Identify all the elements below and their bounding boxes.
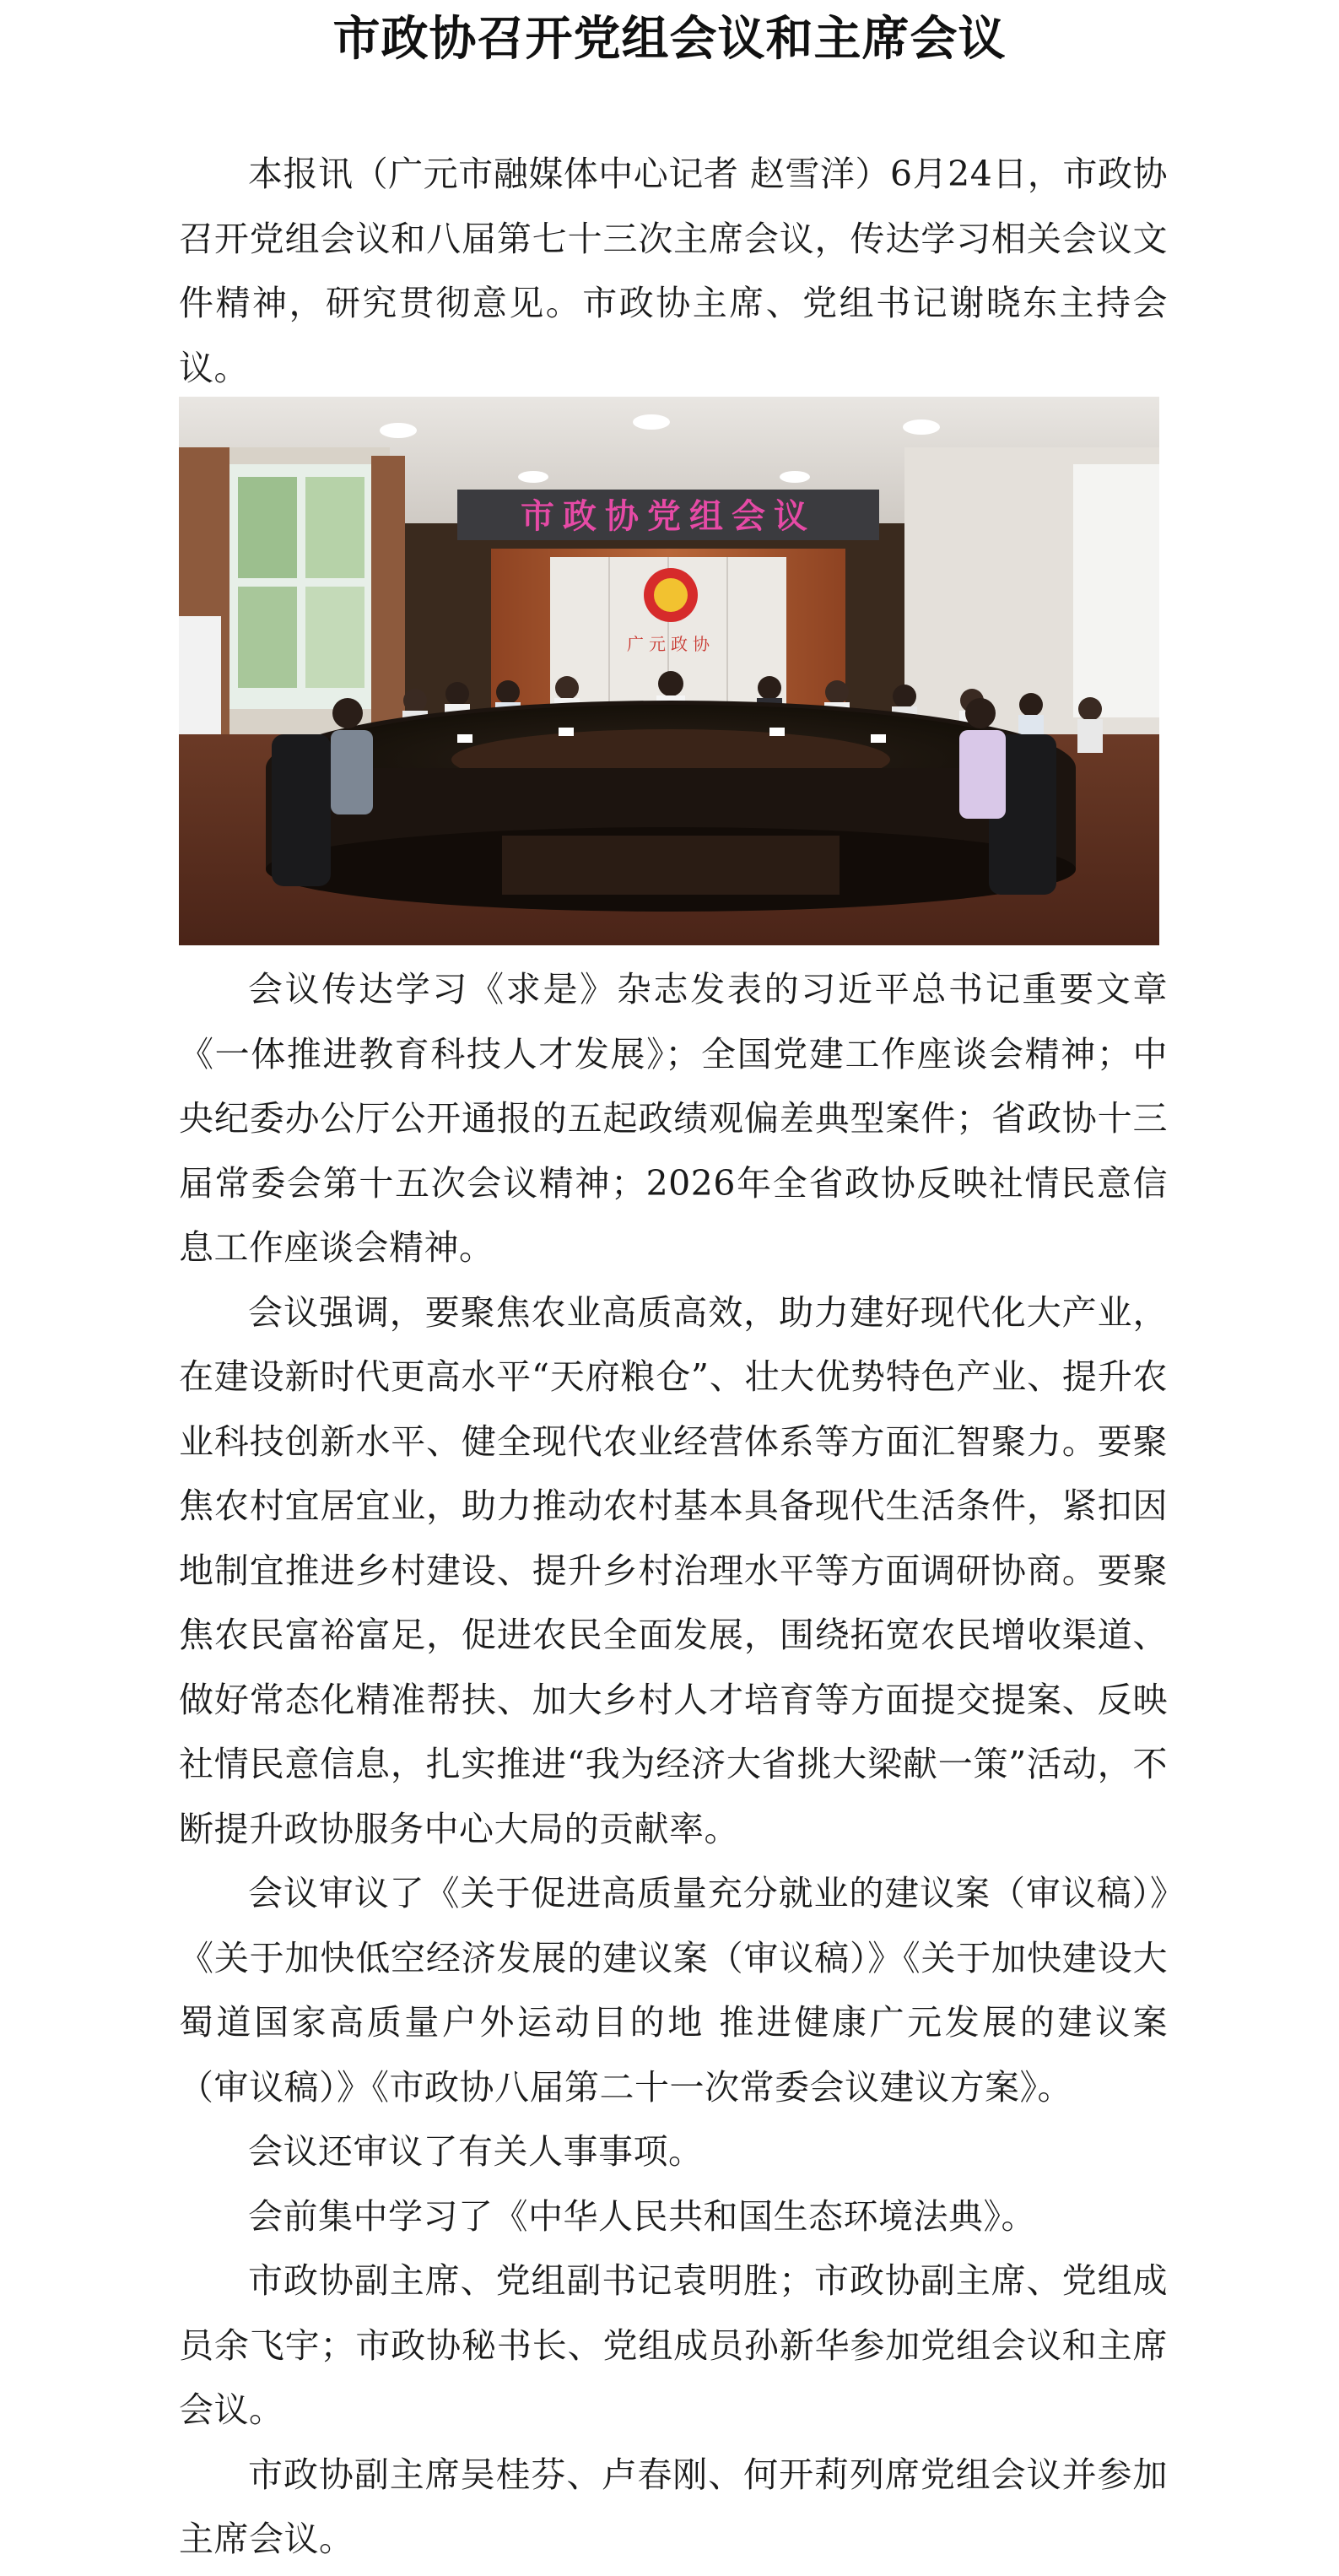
body-paragraph-4: 会议还审议了有关人事事项。 <box>248 2131 704 2172</box>
lead-paragraph: 本报讯（广元市融媒体中心记者 赵雪洋）6月24日，市政协召开党组会议和八届第七十三次主席会议，传达学习相关会议文件精神，研究贯彻意见。市政协主席、党组书记谢晓东主持会议。 <box>179 154 1168 388</box>
article-title: 市政协召开党组会议和主席会议 <box>332 11 1007 67</box>
body-paragraph-3: 会议审议了《关于促进高质量充分就业的建议案（审议稿）》《关于加快低空经济发展的建议案（审议稿）》《关于加快建设大蜀道国家高质量户外运动目的地 推进健康广元发展的建议案（审议稿）》《市政协八届第二十一次常委会议建议方案》。 <box>179 1873 1168 2108</box>
body-paragraph-5: 会前集中学习了《中华人民共和国生态环境法典》。 <box>248 2195 1036 2237</box>
body-paragraph-6: 市政协副主席、党组副书记袁明胜；市政协副主席、党组成员余飞宇；市政协秘书长、党组成员孙新华参加党组会议和主席会议。 <box>179 2260 1168 2430</box>
article-lead-block <box>179 142 1168 400</box>
body-paragraph-7: 市政协副主席吴桂芬、卢春刚、何开莉列席党组会议并参加主席会议。 <box>179 2454 1168 2559</box>
banner-text: 市政协党组会议 <box>521 496 816 536</box>
body-paragraph-2: 会议强调，要聚焦农业高质高效，助力建好现代化大产业，在建设新时代更高水平“天府粮仓”、壮大优势特色产业、提升农业科技创新水平、健全现代农业经营体系等方面汇智聚力。要聚焦农村宜居宜业，助力推动农村基本具备现代生活条件，紧扣因地制宜推进乡村建设、提升乡村治理水平等方面调研协商。要聚焦农民富裕富足，促进农民全面发展，围绕拓宽农民增收渠道、做好常态化精准帮扶、加大乡村人才培育等方面提交提案、反映社情民意信息，扎实推进“我为经济大省挑大梁献一策”活动，不断提升政协服务中心大局的贡献率。 <box>179 1291 1168 1849</box>
wall-text: 广元政协 <box>627 634 715 654</box>
meeting-room-illustration <box>179 397 1159 945</box>
meeting-photo <box>179 397 1159 945</box>
article-body <box>179 957 1168 2572</box>
body-paragraph-1: 会议传达学习《求是》杂志发表的习近平总书记重要文章《一体推进教育科技人才发展》；全国党建工作座谈会精神；中央纪委办公厅公开通报的五起政绩观偏差典型案件；省政协十三届常委会第十五次会议精神；2026年全省政协反映社情民意信息工作座谈会精神。 <box>179 969 1168 1268</box>
